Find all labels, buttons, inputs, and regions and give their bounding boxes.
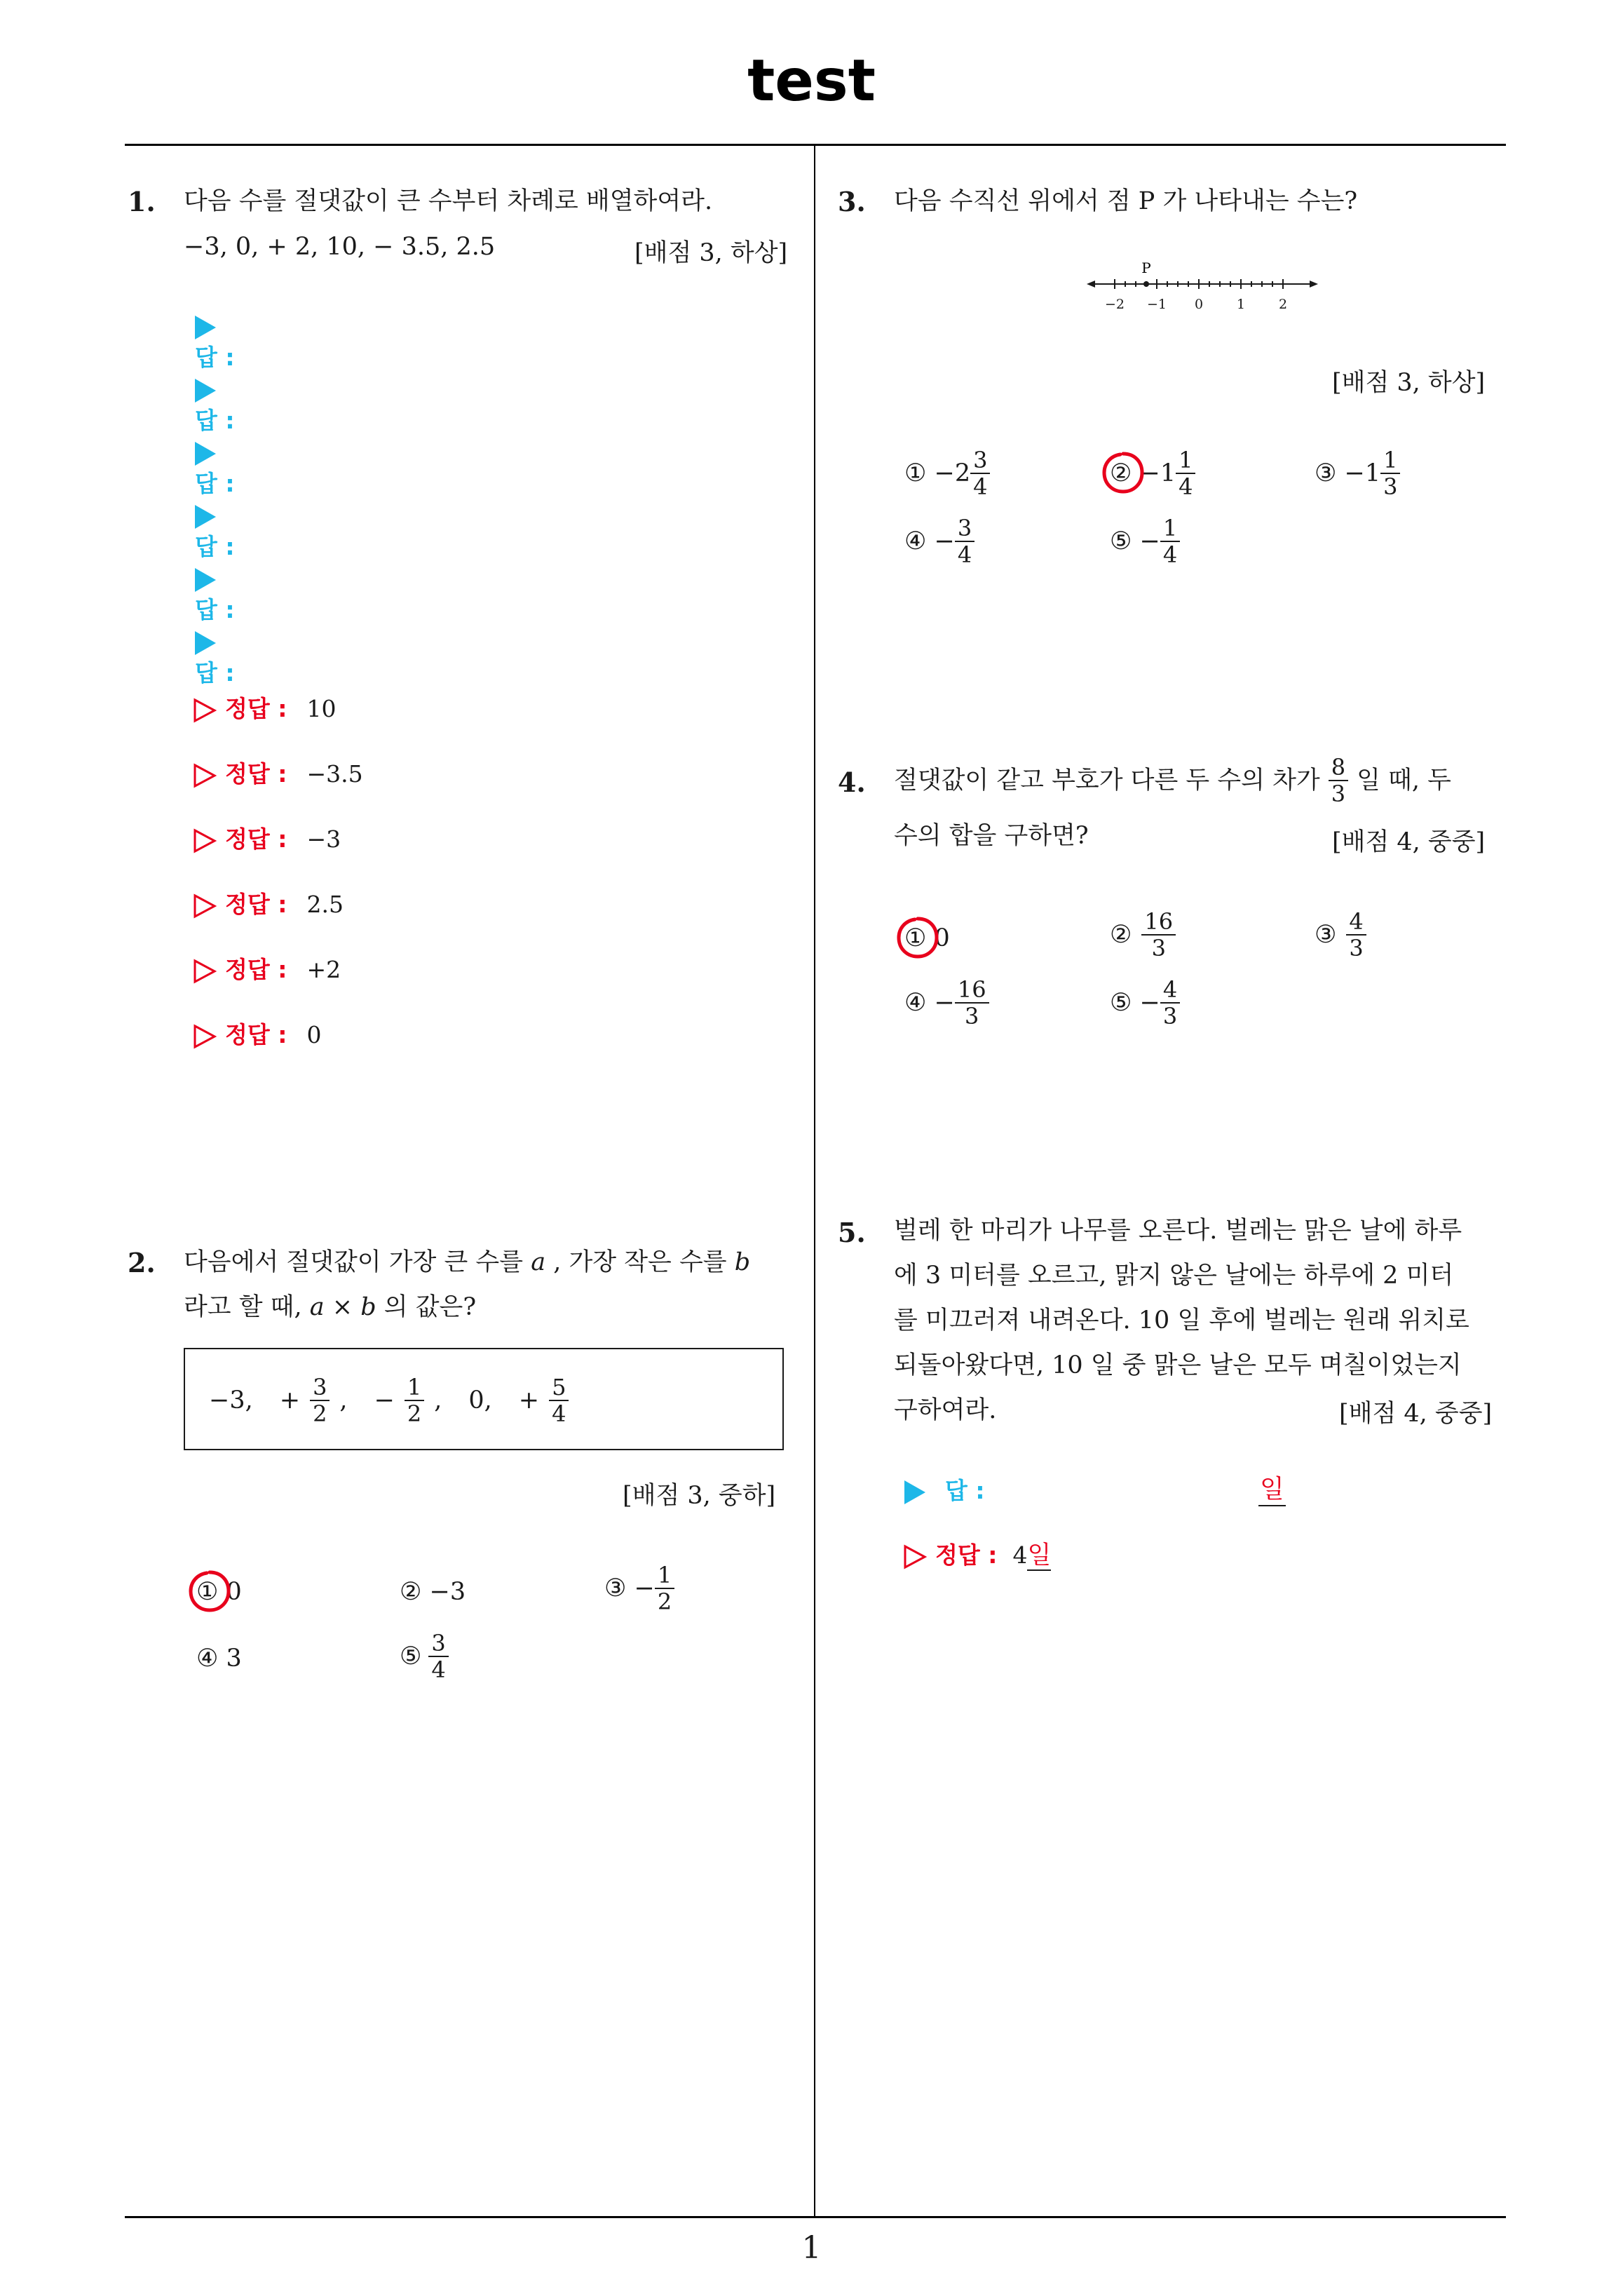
question-2-choice-3[interactable]: ③ − $\frac{1}{2}$ [604,1562,674,1614]
outline-triangle-icon [193,698,217,723]
correct-answer-row: 정답 : +2 [193,952,341,987]
question-3-choice-4[interactable]: ④ − $\frac{3}{4}$ [904,515,975,567]
tick-label: −1 [1146,297,1167,312]
footer-rule [125,2216,1506,2218]
play-icon [195,631,216,655]
question-2-line-2: 라고 할 때, a × b 의 값은? [184,1293,477,1321]
outline-triangle-icon [193,893,217,919]
play-icon [904,1480,925,1504]
question-1-number: 1. [128,186,156,217]
question-4-choice-2[interactable]: ② $\frac{16}{3}$ [1110,909,1176,961]
arrow-right-icon [1310,281,1318,288]
arrow-left-icon [1087,281,1095,288]
header-rule [125,144,1506,146]
question-5-line: 벌레 한 마리가 나무를 오른다. 벌레는 맑은 날에 하루 [894,1217,1462,1245]
correct-answer-row: 정답 : 10 [193,691,336,726]
question-5-score: [배점 4, 중중] [1339,1400,1493,1428]
correct-value: 4 [1012,1541,1028,1569]
tick-label: −2 [1104,297,1125,312]
correct-value: 0 [306,1021,322,1048]
question-2-choice-4[interactable]: ④ 3 [196,1645,242,1673]
question-4-choice-4[interactable]: ④ − $\frac{16}{3}$ [904,977,989,1029]
question-2-number: 2. [128,1247,156,1278]
question-3-number: 3. [838,186,866,217]
question-4-line-1: 절댓값이 같고 부호가 다른 두 수의 차가 $\frac{8}{3}$ 일 때, 두 [894,754,1451,807]
question-3-choice-3[interactable]: ③ −1 $\frac{1}{3}$ [1315,447,1400,499]
tick-label: 0 [1194,297,1204,312]
correct-unit: 일 [1027,1541,1052,1569]
correct-answer-row: 정답 : 2.5 [193,886,344,921]
play-icon [195,505,216,529]
outline-triangle-icon [193,1024,217,1049]
question-3-text: 다음 수직선 위에서 점 P 가 나타내는 수는? [894,187,1358,215]
number-line [1087,256,1318,319]
play-icon [195,379,216,403]
answer-mark-icon [895,914,941,961]
question-5-correct-row: 정답 : 4일 [903,1536,1051,1571]
play-icon [195,568,216,592]
question-4-line-2: 수의 합을 구하면? [894,822,1089,850]
tick-label: 2 [1278,297,1288,312]
outline-triangle-icon [193,959,217,984]
answer-mark-icon [186,1568,233,1614]
outline-triangle-icon [903,1544,927,1569]
question-2-choice-2[interactable]: ② −3 [400,1578,466,1606]
question-4-choice-3[interactable]: ③ $\frac{4}{3}$ [1315,909,1366,961]
document-title: test [747,48,876,114]
point-p [1143,281,1149,287]
question-4-score: [배점 4, 중중] [1332,828,1486,856]
correct-value: +2 [306,956,341,983]
answer-mark-icon [1100,450,1146,496]
answer-blank[interactable]: 답 : [195,501,236,536]
correct-value: 2.5 [306,891,344,918]
outline-triangle-icon [193,828,217,853]
question-3-choice-1[interactable]: ① −2 $\frac{3}{4}$ [904,447,990,499]
question-1-text: 다음 수를 절댓값이 큰 수부터 차례로 배열하여라. [184,187,713,215]
correct-answer-row: 정답 : 0 [193,1017,321,1052]
page-number: 1 [801,2230,822,2266]
question-2-line-1: 다음에서 절댓값이 가장 큰 수를 a , 가장 작은 수를 b [184,1248,751,1276]
question-5-number: 5. [838,1217,866,1248]
play-icon [195,316,216,339]
point-p-label: P [1141,259,1151,276]
question-5-line: 구하여라. [894,1396,997,1424]
question-4-choice-5[interactable]: ⑤ − $\frac{4}{3}$ [1110,977,1180,1029]
correct-value: −3 [306,825,341,853]
question-5-answer-unit: 일 [1258,1469,1286,1506]
answer-blank[interactable]: 답 : [195,312,236,347]
question-4-number: 4. [838,767,866,798]
question-5-line: 되돌아왔다면, 10 일 중 맑은 날은 모두 며칠이었는지 [894,1351,1462,1379]
question-5-answer-blank[interactable]: 답 : [904,1473,985,1508]
question-5-line: 를 미끄러져 내려온다. 10 일 후에 벌레는 원래 위치로 [894,1306,1469,1335]
question-3-choice-5[interactable]: ⑤ − $\frac{1}{4}$ [1110,515,1180,567]
question-4-choice-1[interactable]: ① 0 [904,924,950,952]
question-2-choice-5[interactable]: ⑤ $\frac{3}{4}$ [400,1630,449,1682]
question-3-score: [배점 3, 하상] [1332,369,1486,397]
question-1-numbers: −3, 0, + 2, 10, − 3.5, 2.5 [184,233,496,261]
answer-blank[interactable]: 답 : [195,565,236,600]
question-1-score: [배점 3, 하상] [634,239,788,267]
correct-answer-row: 정답 : −3.5 [193,756,363,791]
correct-value: −3.5 [306,760,363,788]
play-icon [195,442,216,466]
question-2-choice-1[interactable]: ① 0 [196,1578,242,1606]
correct-value: 10 [306,695,337,722]
answer-blank[interactable]: 답 : [195,628,236,663]
answer-blank[interactable]: 답 : [195,375,236,410]
answer-blank[interactable]: 답 : [195,438,236,473]
question-2-score: [배점 3, 중하] [623,1482,776,1510]
question-3-choice-2[interactable]: ② −1 $\frac{1}{4}$ [1110,447,1195,499]
outline-triangle-icon [193,763,217,788]
column-divider [814,146,815,2216]
question-2-number-box-content: −3, + $\frac{3}{2}$ , − $\frac{1}{2}$ , 0, + $\frac{5}{4}$ [209,1369,569,1432]
tick-label: 1 [1236,297,1246,312]
question-5-line: 에 3 미터를 오르고, 맑지 않은 날에는 하루에 2 미터 [894,1262,1454,1290]
correct-answer-row: 정답 : −3 [193,821,341,856]
